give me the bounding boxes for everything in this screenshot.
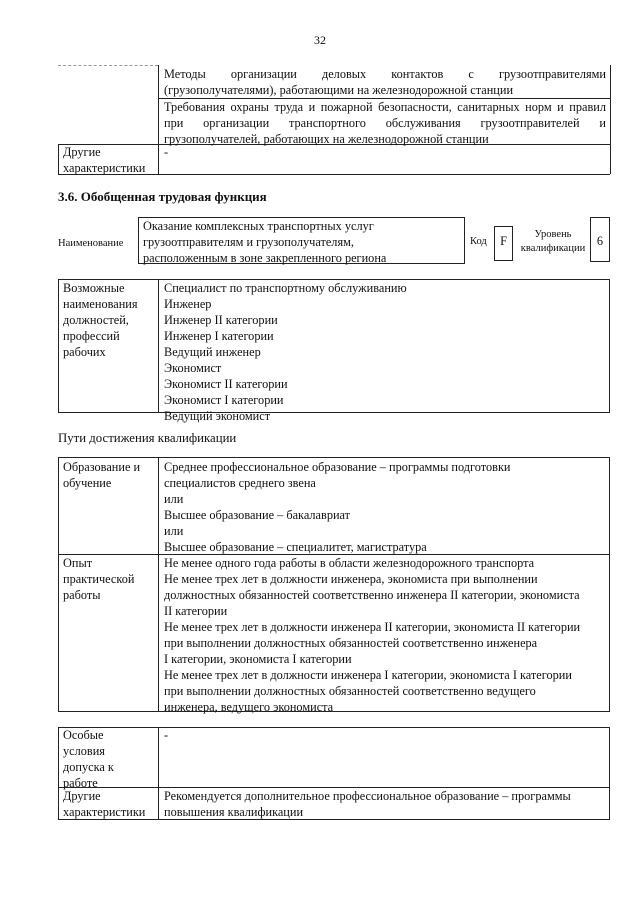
text-line: Методы организации деловых контактов с грузоотправителями (164, 67, 606, 81)
experience-label (63, 555, 134, 603)
text-line: Возможные (63, 281, 125, 295)
text-line: обучение (63, 476, 112, 490)
text-line: Не менее трех лет в должности инженера I категории, экономиста I категории (164, 668, 572, 682)
other-characteristics-label (63, 788, 145, 820)
positions-label (63, 280, 138, 360)
table-divider (158, 727, 159, 820)
text-line: при выполнении должностных обязанностей соответственно инженера (164, 636, 538, 650)
level-value: 6 (596, 234, 604, 248)
text-line: Опыт (63, 556, 93, 570)
text-line: расположенным в зоне закрепленного региона (143, 251, 387, 265)
text-line: Рекомендуется дополнительное профессиональное образование – программы (164, 789, 571, 803)
text-line: характеристики (63, 805, 146, 819)
text-line: Особые (63, 728, 104, 742)
text-line: работы (63, 588, 101, 602)
education-value (164, 459, 511, 555)
text-line: повышения квалификации (164, 805, 304, 819)
list-item: Экономист II категории (164, 377, 288, 391)
other-characteristics-value: - (164, 145, 169, 159)
table-divider (58, 65, 158, 66)
list-item: Инженер II категории (164, 313, 278, 327)
code-value: F (500, 234, 507, 248)
education-label (63, 459, 140, 491)
other-characteristics-value (164, 788, 571, 820)
list-item: Экономист (164, 361, 222, 375)
list-item: Экономист I категории (164, 393, 284, 407)
text-line: Высшее образование – бакалавриат (164, 508, 351, 522)
text-line: или (164, 492, 184, 506)
text-line: Среднее профессиональное образование – программы подготовки (164, 460, 511, 474)
text-line: Оказание комплексных транспортных услуг (143, 219, 374, 233)
text-line: Другие (63, 789, 101, 803)
requirement-contacts (164, 66, 606, 98)
text-line: (грузополучателями), работающими на железнодорожной станции (164, 83, 514, 97)
name-label: Наименование (58, 238, 124, 249)
text-line: Высшее образование – специалитет, магистратура (164, 540, 427, 554)
table-divider (158, 457, 159, 712)
text-line: грузополучателей, работающих на железнодорожной станции (164, 132, 489, 146)
text-line: Образование и (63, 460, 141, 474)
text-line: рабочих (63, 345, 106, 359)
text-line: должностных обязанностей соответственно инженера II категории, экономиста (164, 588, 580, 602)
code-label: Код (470, 236, 487, 247)
positions-list (164, 280, 407, 424)
level-label (520, 228, 586, 256)
section-heading: 3.6. Обобщенная трудовая функция (58, 189, 267, 204)
text-line: II категории (164, 604, 228, 618)
list-item: Ведущий экономист (164, 409, 271, 423)
text-line: должностей, (63, 313, 129, 327)
text-line: Не менее трех лет в должности инженера II категории, экономиста II категории (164, 620, 581, 634)
text-line: I категории, экономиста I категории (164, 652, 352, 666)
list-item: Инженер (164, 297, 212, 311)
text-line: квалификации (520, 243, 586, 254)
text-line: условия (63, 744, 105, 758)
text-line: грузоотправителям и грузополучателям, (143, 235, 354, 249)
text-line: инженера, ведущего экономиста (164, 700, 334, 714)
text-line: Требования охраны труда и пожарной безопасности, санитарных норм и правил (164, 100, 606, 114)
text-line: Не менее трех лет в должности инженера, экономиста при выполнении (164, 572, 538, 586)
paths-heading: Пути достижения квалификации (58, 431, 237, 445)
list-item: Ведущий инженер (164, 345, 261, 359)
text-line: допуска к (63, 760, 114, 774)
special-conditions-label (63, 727, 114, 791)
requirement-safety (164, 99, 606, 147)
table-divider (158, 279, 159, 413)
text-line: специалистов среднего звена (164, 476, 316, 490)
text-line: Другие (63, 145, 101, 159)
other-characteristics-label (63, 144, 145, 176)
text-line: работе (63, 776, 98, 790)
table-divider (58, 144, 59, 174)
text-line: при выполнении должностных обязанностей соответственно ведущего (164, 684, 536, 698)
text-line: практической (63, 572, 135, 586)
function-name (143, 218, 386, 266)
text-line: Уровень (534, 229, 572, 240)
table-divider (610, 65, 611, 174)
page-number: 32 (314, 33, 326, 47)
text-line: при организации транспортного обслуживания грузоотправителей и (164, 116, 606, 130)
text-line: Не менее одного года работы в области железнодорожного транспорта (164, 556, 535, 570)
list-item: Инженер I категории (164, 329, 274, 343)
text-line: или (164, 524, 184, 538)
text-line: профессий (63, 329, 120, 343)
table-divider (158, 65, 159, 174)
text-line: наименования (63, 297, 138, 311)
special-conditions-value: - (164, 728, 169, 742)
text-line: характеристики (63, 161, 146, 175)
experience-value (164, 555, 606, 715)
list-item: Специалист по транспортному обслуживанию (164, 281, 407, 295)
